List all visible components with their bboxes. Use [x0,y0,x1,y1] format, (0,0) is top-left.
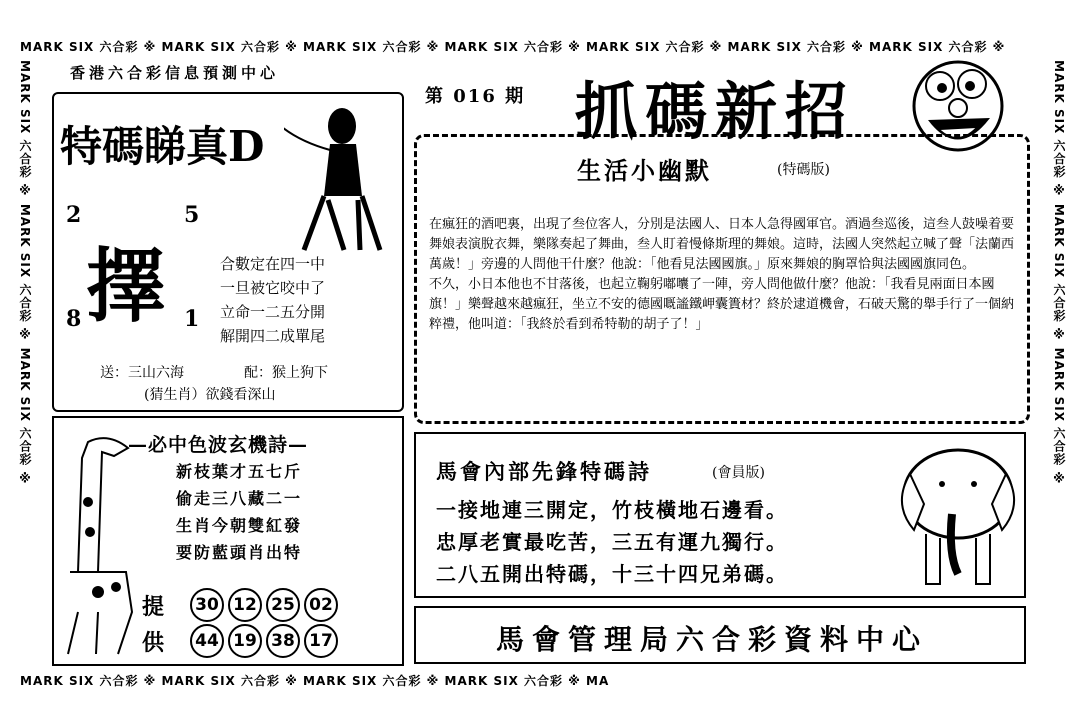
number-row-2 [190,624,342,658]
horse-poem-title: 馬會內部先鋒特碼詩 [436,459,652,484]
left-border-strip: MARK SIX 六合彩 ※ MARK SIX 六合彩 ※ MARK SIX 六合彩 ※ [18,60,32,487]
tema-number-4: 1 [184,306,200,332]
humor-tag: (特碼版) [777,162,830,178]
tema-title: 特碼睇真D [60,122,265,171]
color-poem-lines [176,458,302,566]
humor-paragraph: 在瘋狂的酒吧裏，出現了叁位客人，分別是法國人、日本人急得國軍官。酒過叁巡後，這叁人鼓噪着要舞娘表演脫衣舞，樂隊奏起了舞曲，叁人盯着慢條斯理的舞娘。這時，法國人突然起立喊了聲「法蘭西萬歲！」旁邊的人問他干什麼？他說：「他看見法國國旗。」原來舞娘的胸罩恰與法國國旗同色。 [429,217,1015,272]
verse-line: 解開四二成單尾 [220,327,326,345]
horse-poem-box [414,432,1026,598]
tema-number-2: 5 [184,202,200,228]
number-circle: 25 [266,588,300,622]
number-circle: 44 [190,624,224,658]
humor-paragraph: 不久，小日本他也不甘落後，也起立鞠躬嘟囔了一陣，旁人問他做什麼？他說：「我看見兩面日本國旗！」樂聲越來越瘋狂，坐立不安的德國嘅謐鐵岬囊簣材？終於逮道機會，石破天驚的舉手行了一個納粹禮，他叫道：「我終於看到希特勒的胡子了！」 [429,277,1015,332]
provide-label-2: 供 [142,630,165,656]
horse-poem-line: 忠厚老實最吃苦，三五有運九獨行。 [436,530,788,554]
center-name: 香港六合彩信息預測中心 [70,64,280,82]
poem-line: 偷走三八藏二一 [176,489,303,508]
horse-poem-line: 二八五開出特碼，十三十四兄弟碼。 [436,562,788,586]
number-row-1 [190,588,342,622]
tema-box [52,92,404,412]
tema-number-1: 2 [66,202,82,228]
poem-line: 生肖今朝雙紅發 [176,516,303,535]
number-circle: 17 [304,624,338,658]
poem-line: 要防藍頭肖出特 [176,543,303,562]
color-poem-title: —必中色波玄機詩— [128,434,309,456]
horse-poem-line: 一接地連三開定，竹枝橫地石邊看。 [436,498,788,522]
tema-big-character: 擇 [86,239,166,333]
bottom-border-strip: MARK SIX 六合彩 ※ MARK SIX 六合彩 ※ MARK SIX 六合彩 ※ MARK SIX 六合彩 ※ MA [20,674,610,688]
verse-line: 立命一二五分開 [220,303,326,321]
provide-label-1: 提 [142,594,165,620]
giraffe-illustration [58,422,144,658]
footer-banner-text: 馬會管理局六合彩資料中心 [496,623,929,656]
humor-box [414,134,1030,424]
main-title: 抓碼新招 [575,75,856,148]
number-circle: 02 [304,588,338,622]
number-circle: 12 [228,588,262,622]
tema-verse [220,252,325,348]
color-poem-box [52,416,404,666]
tema-guess: (猜生肖）欲錢看深山 [144,387,276,403]
tema-number-3: 8 [66,306,82,332]
footer-banner [414,606,1026,664]
top-border-strip: MARK SIX 六合彩 ※ MARK SIX 六合彩 ※ MARK SIX 六合彩 ※ MARK SIX 六合彩 ※ MARK SIX 六合彩 ※ MARK SIX 六合彩 ※ MARK SIX 六合彩 ※ [20,40,1006,54]
issue-number: 第 016 期 [425,86,526,107]
number-circle: 30 [190,588,224,622]
tema-send: 送：三山六海 [100,365,184,381]
humor-title: 生活小幽默 [577,156,712,185]
humor-text [429,215,1017,335]
right-border-strip: MARK SIX 六合彩 ※ MARK SIX 六合彩 ※ MARK SIX 六合彩 ※ [1052,60,1066,487]
horse-poem-lines [436,494,788,590]
elephant-illustration [896,434,1020,594]
number-circle: 19 [228,624,262,658]
tema-match: 配：猴上狗下 [244,365,328,381]
dancer-illustration [284,100,394,260]
poem-line: 新枝葉才五七斤 [176,462,303,481]
number-circle: 38 [266,624,300,658]
verse-line: 合數定在四一中 [220,255,326,273]
verse-line: 一旦被它咬中了 [220,279,326,297]
horse-poem-tag: (會員版) [712,465,765,481]
